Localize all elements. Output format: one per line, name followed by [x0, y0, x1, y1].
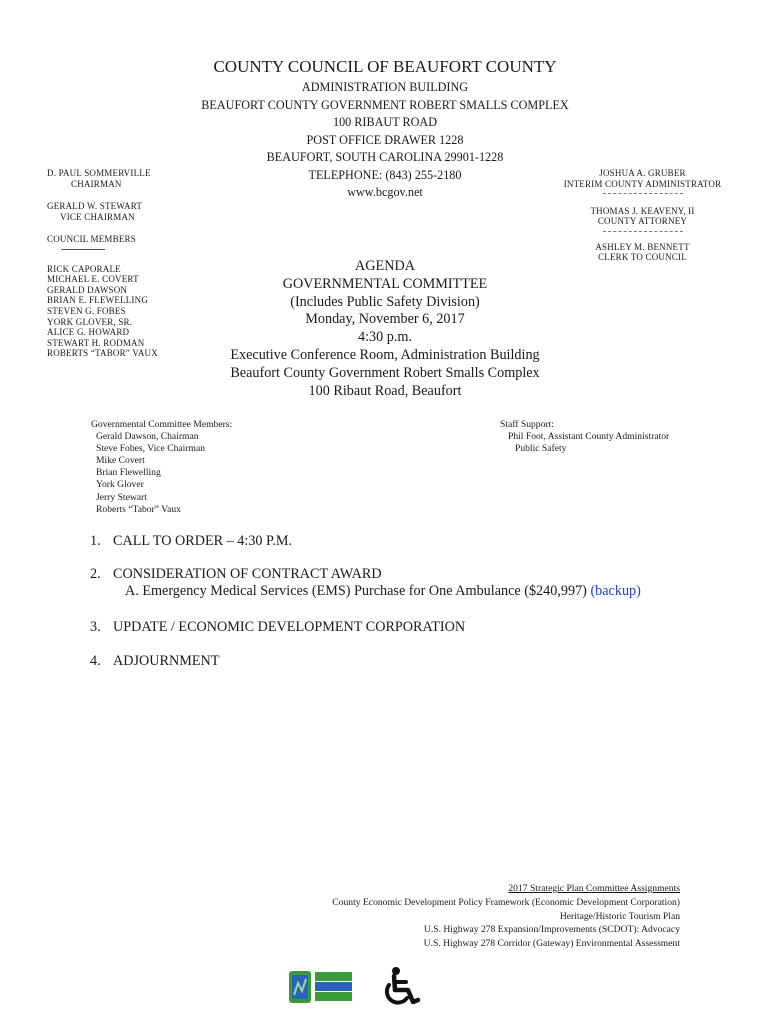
- telephone-line: TELEPHONE: (843) 255-2180: [308, 167, 462, 182]
- members-heading: COUNCIL MEMBERS: [47, 234, 136, 245]
- council-member: GERALD DAWSON: [47, 284, 128, 295]
- agenda-subitem: [125, 583, 641, 600]
- council-member: BRIAN E. FLEWELLING: [47, 295, 149, 306]
- council-member: ROBERTS “TABOR” VAUX: [47, 348, 158, 359]
- vice-chairman-name: GERALD W. STEWART: [47, 201, 143, 212]
- meeting-time: 4:30 p.m.: [358, 329, 412, 346]
- agenda-item: [90, 533, 292, 550]
- meeting-date: Monday, November 6, 2017: [305, 311, 465, 328]
- strategic-plan: [332, 882, 680, 951]
- staff-roster: [555, 168, 730, 263]
- council-title: COUNTY COUNCIL OF BEAUFORT COUNTY: [213, 57, 557, 76]
- committee-member: York Glover: [96, 479, 144, 491]
- chairman-name: D. PAUL SOMMERVILLE: [47, 168, 151, 178]
- agenda-title: AGENDA: [355, 258, 415, 274]
- logo-band: [315, 982, 352, 991]
- council-member: RICK CAPORALE: [47, 263, 121, 274]
- committee-member: Steve Fobes, Vice Chairman: [96, 443, 206, 455]
- item-text: ADJOURNMENT: [113, 653, 220, 669]
- item-text: CONSIDERATION OF CONTRACT AWARD: [113, 566, 382, 582]
- administrator-title: INTERIM COUNTY ADMINISTRATOR: [563, 178, 722, 189]
- committee-member: Brian Flewelling: [96, 467, 161, 479]
- address-line: ADMINISTRATION BUILDING: [301, 80, 469, 94]
- chairman-title: CHAIRMAN: [71, 178, 122, 189]
- meeting-location: Beaufort County Government Robert Smalls Complex: [230, 364, 540, 381]
- address-line: 100 RIBAUT ROAD: [332, 115, 438, 129]
- committee-member: Jerry Stewart: [96, 491, 147, 503]
- committee-members: [91, 419, 232, 516]
- agenda-item: [90, 566, 382, 583]
- backup-link[interactable]: (backup): [590, 583, 641, 599]
- meeting-location: 100 Ribaut Road, Beaufort: [308, 382, 462, 399]
- council-member: STEWART H. RODMAN: [47, 337, 145, 348]
- county-channel-logo: [288, 969, 354, 1005]
- item-number: 1.: [90, 533, 101, 549]
- committee-member: Gerald Dawson, Chairman: [96, 431, 199, 443]
- item-number: 4.: [90, 653, 101, 669]
- plan-item: County Economic Development Policy Framework (Economic Development Corporation): [332, 896, 680, 908]
- committee-member: Mike Covert: [96, 455, 145, 467]
- staff-division: Public Safety: [515, 443, 567, 455]
- address-line: BEAUFORT COUNTY GOVERNMENT ROBERT SMALLS COMPLEX: [201, 97, 569, 112]
- committee-subtitle: (Includes Public Safety Division): [290, 293, 480, 310]
- divider: [61, 249, 105, 250]
- staff-support: [500, 419, 669, 455]
- wheelchair-icon: [379, 966, 423, 1008]
- logo-band: [315, 992, 352, 1001]
- item-number: 2.: [90, 566, 101, 582]
- staff-member: Phil Foot, Assistant County Administrator: [508, 431, 670, 443]
- subitem-text: A. Emergency Medical Services (EMS) Purchase for One Ambulance ($240,997): [125, 583, 587, 599]
- staff-heading: Staff Support:: [500, 419, 554, 430]
- logo-band: [315, 972, 352, 981]
- committee-name: GOVERNMENTAL COMMITTEE: [282, 275, 488, 292]
- attorney-title: COUNTY ATTORNEY: [597, 216, 688, 227]
- council-member: YORK GLOVER, SR.: [47, 316, 133, 327]
- address-line: BEAUFORT, SOUTH CAROLINA 29901-1228: [266, 150, 504, 164]
- website-link[interactable]: www.bcgov.net: [347, 185, 423, 199]
- address-line: POST OFFICE DRAWER 1228: [306, 132, 464, 147]
- agenda-item: [90, 653, 219, 670]
- item-text: UPDATE / ECONOMIC DEVELOPMENT CORPORATION: [113, 619, 466, 635]
- administrator-name: JOSHUA A. GRUBER: [599, 168, 686, 178]
- agenda-item: [90, 619, 465, 636]
- council-member: ALICE G. HOWARD: [47, 327, 130, 338]
- attorney-name: THOMAS J. KEAVENY, II: [590, 205, 695, 216]
- plan-heading: 2017 Strategic Plan Committee Assignments: [508, 883, 680, 894]
- plan-item: U.S. Highway 278 Expansion/Improvements (SCDOT): Advocacy: [423, 924, 680, 936]
- item-number: 3.: [90, 619, 101, 635]
- clerk-title: CLERK TO COUNCIL: [598, 252, 687, 263]
- divider: [603, 193, 683, 194]
- divider: [603, 231, 683, 232]
- agenda-heading: [0, 258, 770, 400]
- meeting-location: Executive Conference Room, Administration Building: [230, 346, 540, 363]
- council-member: MICHAEL E. COVERT: [47, 274, 139, 285]
- item-text: CALL TO ORDER – 4:30 P.M.: [113, 533, 293, 549]
- council-member: STEVEN G. FOBES: [47, 305, 126, 316]
- plan-item: U.S. Highway 278 Corridor (Gateway) Environmental Assessment: [423, 938, 680, 950]
- committee-member: Roberts “Tabor” Vaux: [96, 503, 181, 515]
- vice-chairman-title: VICE CHAIRMAN: [60, 211, 135, 222]
- committee-heading: Governmental Committee Members:: [91, 419, 233, 430]
- plan-item: Heritage/Historic Tourism Plan: [559, 910, 680, 922]
- clerk-name: ASHLEY M. BENNETT: [595, 241, 690, 252]
